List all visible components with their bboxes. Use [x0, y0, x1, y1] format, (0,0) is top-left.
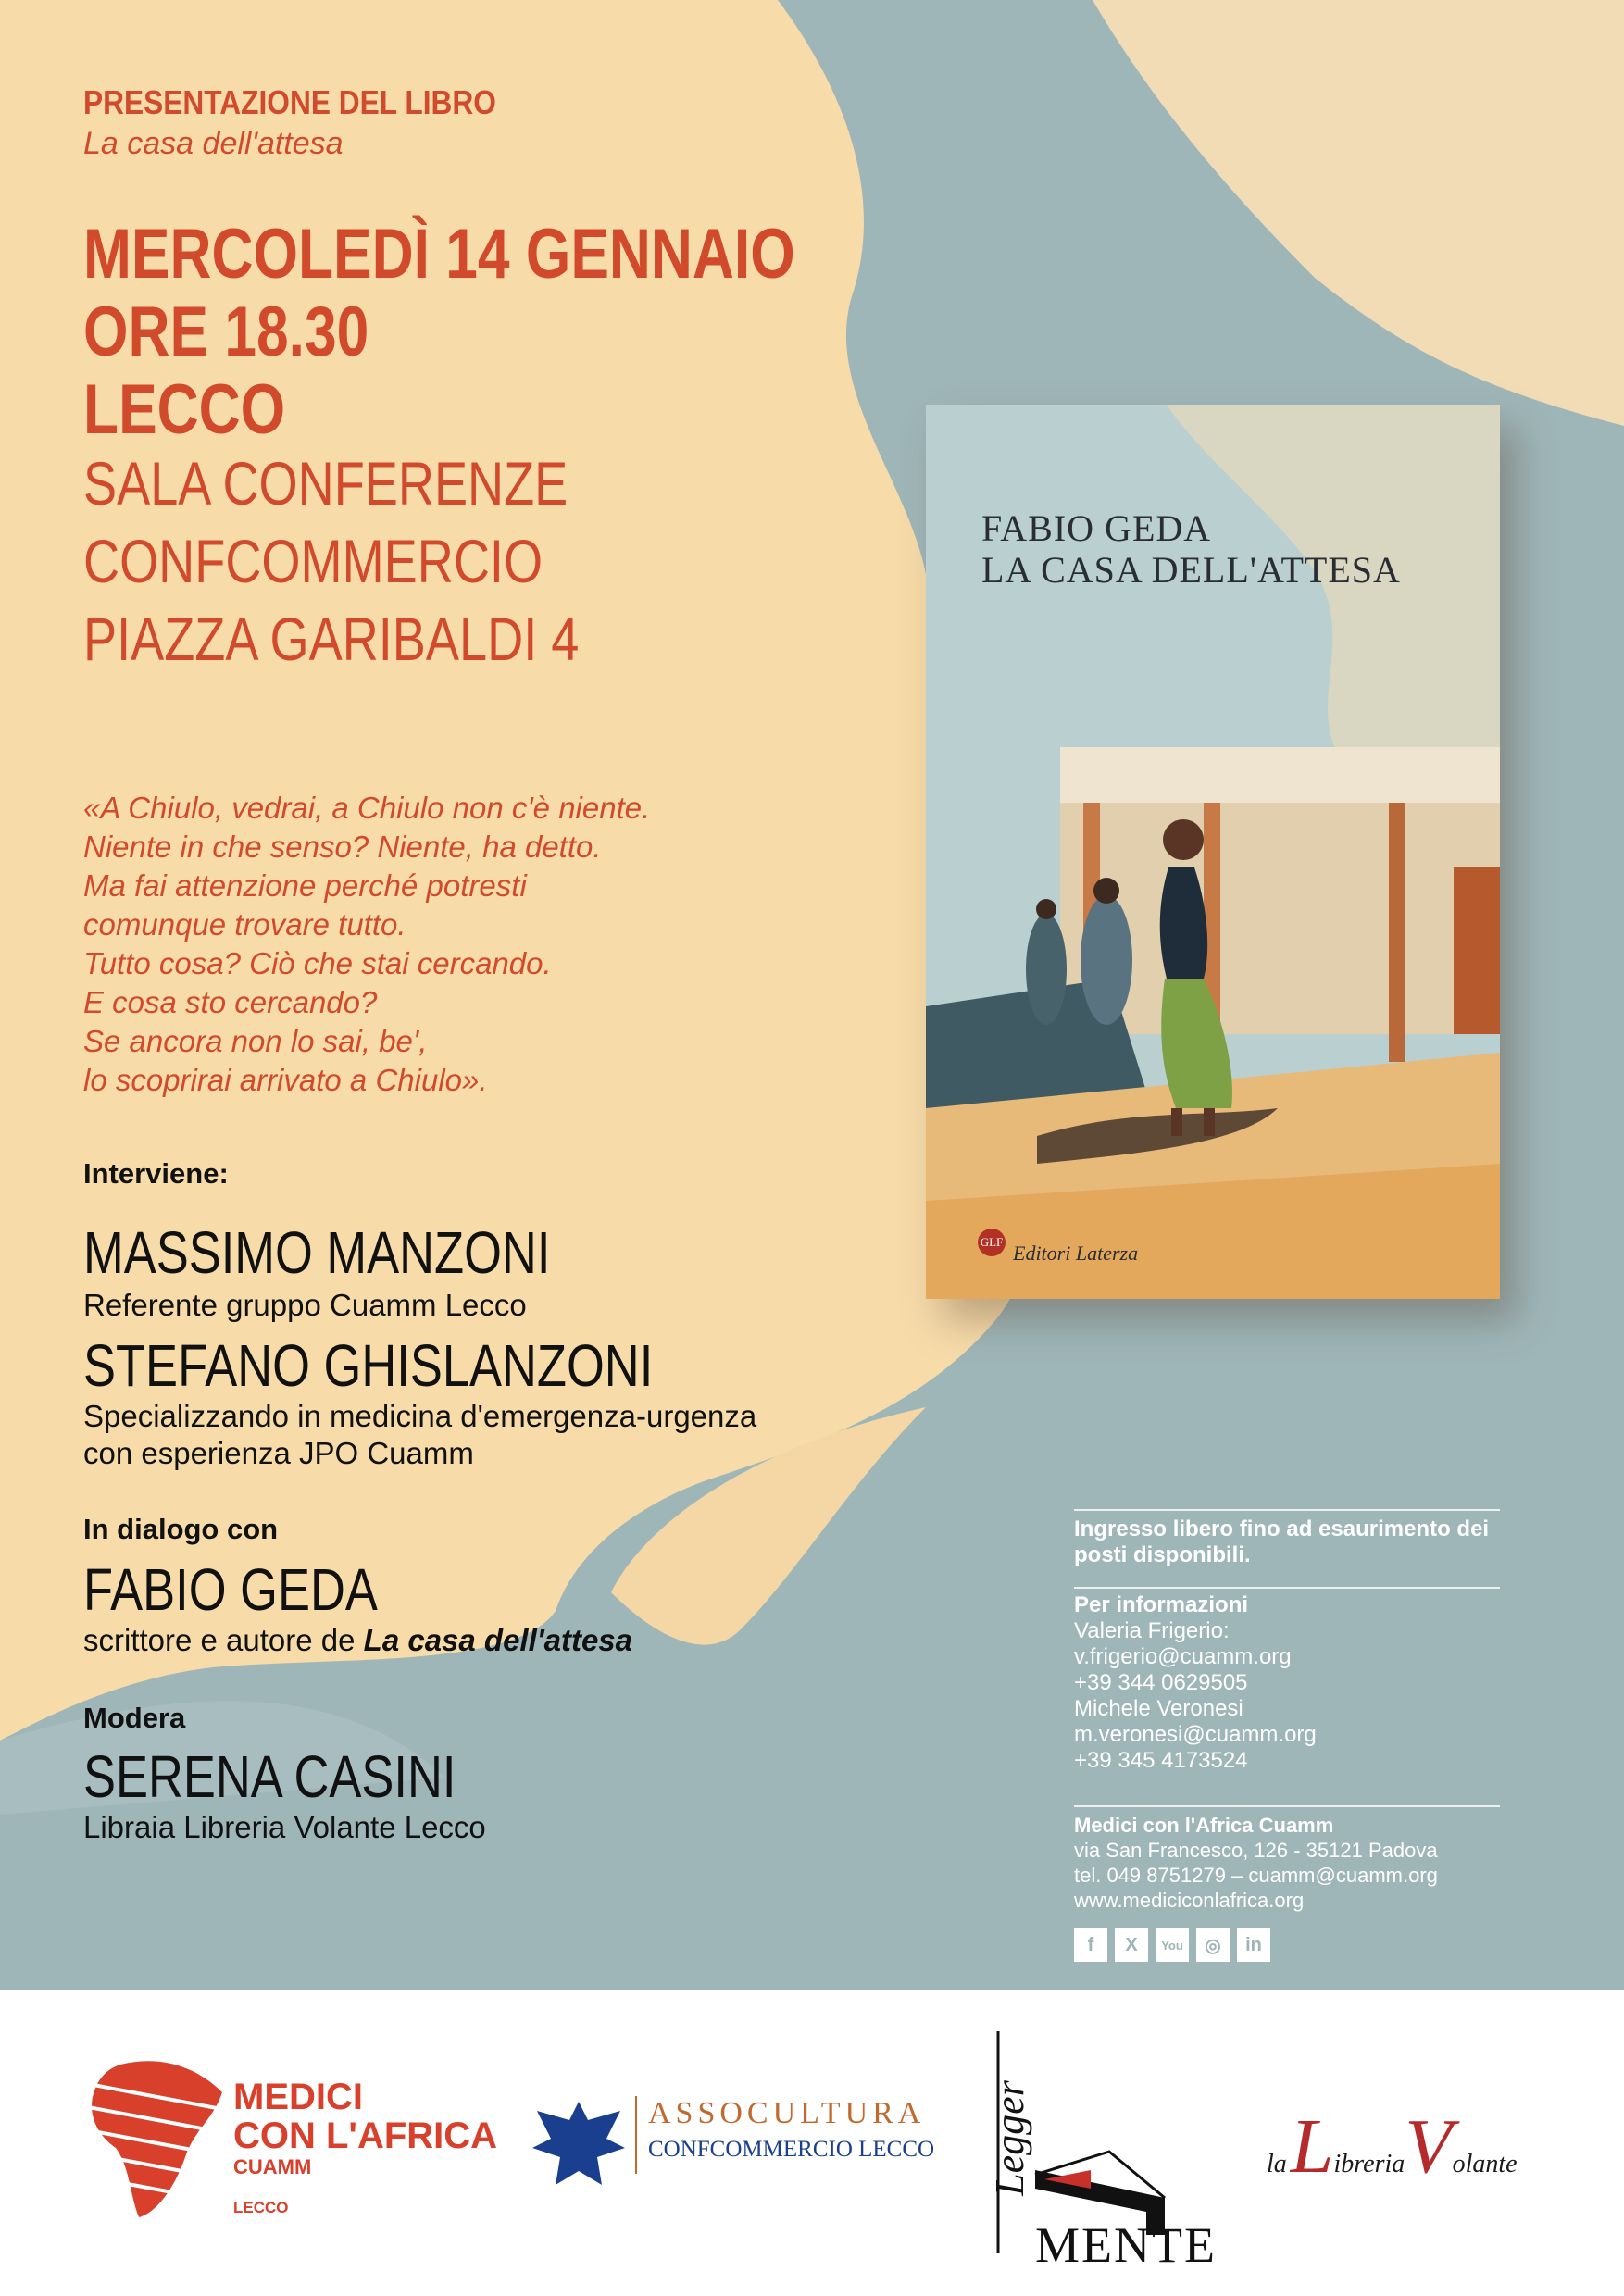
speaker-name: STEFANO GHISLANZONI [83, 1332, 654, 1399]
org-block: Medici con l'Africa Cuamm via San Francesco, 126 - 35121 Padova tel. 049 8751279 – cuamm@cuamm.org www.mediciconlafrica.org [1074, 1813, 1500, 1913]
eagle-logo [528, 2092, 630, 2194]
quote-line: «A Chiulo, vedrai, a Chiulo non c'è niente. [83, 791, 651, 825]
speaker-role: Referente gruppo Cuamm Lecco [83, 1288, 527, 1322]
quote-line: Ma fai attenzione perché potresti [83, 868, 527, 903]
facebook-icon[interactable]: f [1074, 1928, 1107, 1962]
quote-line: E cosa sto cercando? [83, 985, 378, 1019]
email-link[interactable]: v.frigerio@cuamm.org [1074, 1644, 1292, 1669]
event-time: ORE 18.30 [83, 293, 369, 371]
quote-line: lo scoprirai arrivato a Chiulo». [83, 1063, 488, 1097]
book-quote [83, 789, 917, 1100]
book-publisher: Editori Laterza [1013, 1242, 1139, 1265]
event-venue-line3: PIAZZA GARIBALDI 4 [83, 605, 580, 673]
publisher-logo: GLF [978, 1229, 1006, 1256]
moderator-label: Modera [83, 1702, 186, 1734]
event-venue-line1: SALA CONFERENZE [83, 449, 568, 518]
speaker-name: MASSIMO MANZONI [83, 1219, 551, 1286]
quote-line: comunque trovare tutto. [83, 907, 406, 942]
event-city: LECCO [83, 370, 286, 449]
assocultura-logo-text: ASSOCULTURA CONFCOMMERCIO LECCO [648, 2096, 935, 2162]
quote-line: Tutto cosa? Ciò che stai cercando. [83, 946, 552, 980]
moderator-name: SERENA CASINI [83, 1743, 456, 1810]
social-icons [1074, 1928, 1270, 1962]
email-link[interactable]: m.veronesi@cuamm.org [1074, 1722, 1317, 1747]
speakers-label: Interviene: [83, 1157, 229, 1190]
assocultura-divider [635, 2096, 637, 2174]
libreria-volante-logo: la LibreriaVolante [1267, 2103, 1518, 2190]
speaker-role-extra: con esperienza JPO Cuamm [83, 1436, 474, 1470]
linkedin-icon[interactable]: in [1237, 1928, 1270, 1962]
event-date: MERCOLEDÌ 14 GENNAIO [83, 215, 795, 293]
youtube-icon[interactable]: You [1156, 1928, 1189, 1962]
book-cover [926, 405, 1500, 1299]
book-author: FABIO GEDA [981, 507, 1212, 549]
info-divider [1074, 1509, 1500, 1511]
website-link[interactable]: www.mediciconlafrica.org [1074, 1889, 1305, 1912]
quote-line: Niente in che senso? Niente, ha detto. [83, 830, 602, 864]
moderator-role: Libraia Libreria Volante Lecco [83, 1810, 486, 1844]
event-venue-line2: CONFCOMMERCIO [83, 527, 543, 595]
event-kicker: PRESENTAZIONE DEL LIBRO [83, 83, 496, 121]
x-icon[interactable]: X [1115, 1928, 1148, 1962]
info-divider [1074, 1587, 1500, 1589]
dialog-role: scrittore e autore de La casa dell'attesa [83, 1623, 633, 1657]
footer-logos [0, 1990, 1624, 2296]
quote-line: Se ancora non lo sai, be', [83, 1024, 428, 1058]
leggermente-logo: Legger MENTE [980, 2013, 1202, 2272]
cuamm-africa-logo [83, 2055, 231, 2222]
book-title: LA CASA DELL'ATTESA [981, 549, 1401, 591]
instagram-icon[interactable]: ◎ [1196, 1928, 1230, 1962]
event-book-title: La casa dell'attesa [83, 126, 344, 161]
dialog-name: FABIO GEDA [83, 1556, 378, 1623]
info-divider [1074, 1805, 1500, 1807]
contact-block: Per informazioni Valeria Frigerio: v.frigerio@cuamm.org +39 344 0629505 Michele Veronesi m.veronesi@cuamm.org +39 345 4173524 [1074, 1592, 1500, 1774]
dialog-label: In dialogo con [83, 1513, 279, 1545]
cuamm-logo-text: MEDICI CON L'AFRICA CUAMM LECCO [233, 2077, 498, 2216]
speaker-role: Specializzando in medicina d'emergenza-urgenza [83, 1399, 757, 1433]
entry-note: Ingresso libero fino ad esaurimento dei posti disponibili. [1074, 1516, 1490, 1567]
